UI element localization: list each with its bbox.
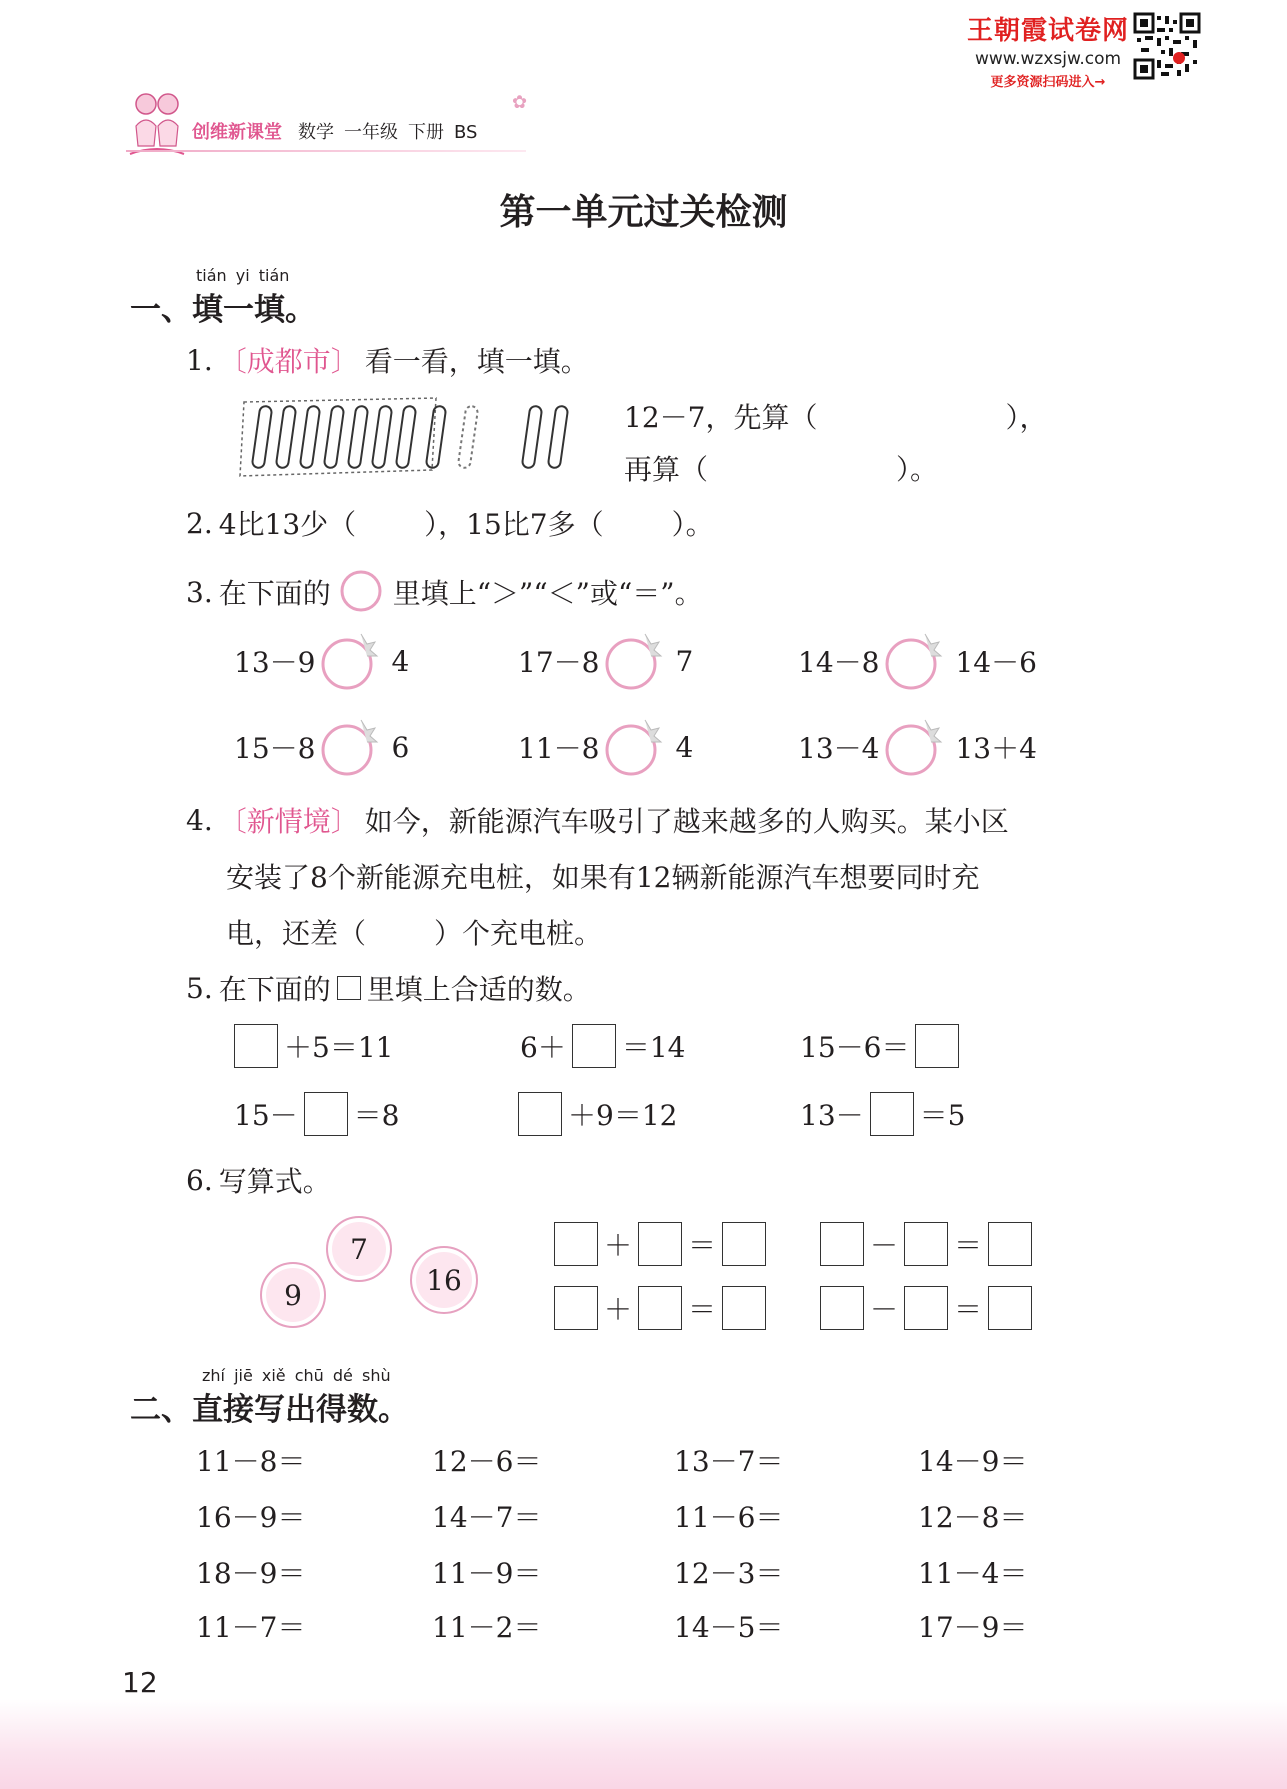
q5-eq-4 — [234, 1092, 399, 1136]
calc-item[interactable]: 11－8＝ — [196, 1445, 306, 1478]
answer-box[interactable] — [915, 1024, 959, 1068]
q6-text: 写算式。 — [218, 1165, 331, 1198]
q5-eq-text: 6＋ — [520, 1031, 566, 1064]
q3-left: 13－9 — [234, 646, 316, 679]
q3-item — [518, 636, 693, 686]
number-bubble: 9 — [260, 1262, 326, 1328]
q6-add-row-1 — [554, 1222, 766, 1266]
number-bubble: 16 — [410, 1246, 478, 1314]
q1-line1 — [624, 396, 1047, 436]
q6-add-row-2 — [554, 1286, 766, 1330]
q3-text-b: 里填上“＞”“＜”或“＝”。 — [392, 577, 703, 610]
q5-eq-text: 13－ — [800, 1099, 864, 1132]
equals-sign: ＝ — [688, 1293, 717, 1326]
calc-item[interactable]: 14－7＝ — [432, 1501, 542, 1534]
compare-circle-input[interactable] — [885, 636, 935, 686]
q3-item — [518, 722, 693, 772]
q2-part-b: ），15比7多（ — [424, 508, 604, 541]
answer-box[interactable] — [870, 1092, 914, 1136]
calc-item[interactable]: 14－5＝ — [674, 1611, 784, 1644]
flower-decoration-icon: ✿ — [512, 92, 528, 113]
answer-box[interactable] — [638, 1286, 682, 1330]
sticks-illustration — [236, 392, 596, 482]
q1-text: 看一看，填一填。 — [364, 345, 589, 378]
compare-circle-icon — [337, 567, 387, 617]
q5-eq-1 — [234, 1024, 393, 1068]
q5-eq-6 — [800, 1092, 965, 1136]
q3-right: 4 — [391, 644, 410, 678]
q6-number: 6. — [186, 1163, 213, 1197]
calc-item[interactable]: 13－7＝ — [674, 1445, 784, 1478]
q5-text-a: 在下面的 — [218, 973, 331, 1006]
answer-box[interactable] — [988, 1286, 1032, 1330]
q5-eq-text: ＋5＝11 — [284, 1031, 394, 1064]
q5-eq-2 — [520, 1024, 685, 1068]
number-bubble: 7 — [326, 1216, 392, 1282]
kids-logo-icon — [126, 86, 188, 158]
q1-line1-start: 12－7，先算（ — [624, 401, 818, 434]
q3-text-a: 在下面的 — [218, 577, 331, 610]
q4-text-3b: ）个充电桩。 — [434, 917, 603, 950]
calc-item[interactable]: 11－2＝ — [432, 1611, 542, 1644]
q4-line1 — [186, 800, 1009, 840]
q4-text-2: 安装了8个新能源充电桩，如果有12辆新能源汽车想要同时充 — [226, 861, 980, 894]
answer-box[interactable] — [820, 1286, 864, 1330]
q2-number: 2. — [186, 506, 213, 540]
equals-sign: ＝ — [954, 1229, 983, 1262]
answer-box[interactable] — [234, 1024, 278, 1068]
calc-item[interactable]: 12－8＝ — [918, 1501, 1028, 1534]
q1-heading — [186, 340, 589, 380]
calc-item[interactable]: 11－7＝ — [196, 1611, 306, 1644]
q3-number: 3. — [186, 575, 213, 609]
q3-right: 4 — [675, 730, 694, 764]
bottom-decoration — [0, 1699, 1287, 1789]
q3-item — [234, 636, 409, 686]
square-icon — [337, 976, 361, 1000]
q5-eq-5 — [518, 1092, 677, 1136]
answer-box[interactable] — [518, 1092, 562, 1136]
answer-box[interactable] — [722, 1286, 766, 1330]
q5-eq-text: 15－6＝ — [800, 1031, 910, 1064]
q3-left: 14－8 — [798, 646, 880, 679]
compare-circle-input[interactable] — [321, 636, 371, 686]
volume: 下册 — [408, 122, 444, 143]
section2-title: 二、直接写出得数。 — [130, 1392, 409, 1428]
q3-left: 13－4 — [798, 732, 880, 765]
q4-tag: 〔新情境〕 — [218, 805, 359, 838]
answer-box[interactable] — [638, 1222, 682, 1266]
q1-line1-end: ）， — [1005, 401, 1048, 434]
series-name: 创维新课堂 — [192, 122, 282, 143]
brand-name: 王朝霞试卷网 — [966, 16, 1129, 46]
edition: BS — [454, 122, 478, 143]
answer-box[interactable] — [904, 1286, 948, 1330]
q6-sub-row-2 — [820, 1286, 1032, 1330]
q4-text-1: 如今，新能源汽车吸引了越来越多的人购买。某小区 — [364, 805, 1009, 838]
calc-item[interactable]: 11－4＝ — [918, 1557, 1028, 1590]
page-number: 12 — [122, 1666, 158, 1699]
q4-line3 — [226, 912, 602, 952]
q1-number: 1. — [186, 343, 213, 377]
section2-pinyin: zhí jiē xiě chū dé shù — [202, 1366, 391, 1385]
plus-sign: ＋ — [604, 1229, 633, 1262]
q2-part-a: 4比13少（ — [218, 508, 357, 541]
answer-box[interactable] — [988, 1222, 1032, 1266]
brand-url[interactable]: www.wzxsjw.com — [974, 49, 1122, 69]
mental-math-grid — [196, 1440, 1096, 1670]
q3-right: 14－6 — [955, 646, 1037, 679]
equals-sign: ＝ — [688, 1229, 717, 1262]
q5-text-b: 里填上合适的数。 — [366, 973, 591, 1006]
q4-number: 4. — [186, 803, 213, 837]
calc-item[interactable]: 11－9＝ — [432, 1557, 542, 1590]
q4-line2 — [226, 856, 979, 896]
answer-box[interactable] — [820, 1222, 864, 1266]
q5-eq-text: 15－ — [234, 1099, 298, 1132]
q3-left: 11－8 — [518, 732, 600, 765]
minus-sign: － — [870, 1293, 899, 1326]
q5-eq-text: ＝5 — [919, 1099, 966, 1132]
answer-box[interactable] — [554, 1222, 598, 1266]
q3-right: 13＋4 — [955, 732, 1037, 765]
page-title: 第一单元过关检测 — [499, 192, 788, 233]
brand-block — [958, 10, 1138, 90]
compare-circle-input[interactable] — [321, 722, 371, 772]
q3-heading — [186, 567, 703, 617]
q2-line — [186, 503, 714, 543]
q3-left: 17－8 — [518, 646, 600, 679]
header-divider — [126, 150, 526, 152]
calc-item[interactable]: 12－6＝ — [432, 1445, 542, 1478]
calc-item[interactable]: 18－9＝ — [196, 1557, 306, 1590]
answer-box[interactable] — [904, 1222, 948, 1266]
answer-box[interactable] — [554, 1286, 598, 1330]
q1-line2-start: 再算（ — [624, 453, 709, 486]
calc-item[interactable]: 11－6＝ — [674, 1501, 784, 1534]
q5-eq-text: ＋9＝12 — [568, 1099, 678, 1132]
q3-item — [234, 722, 409, 772]
equals-sign: ＝ — [954, 1293, 983, 1326]
q1-line2 — [624, 448, 938, 488]
q5-eq-3 — [800, 1024, 959, 1068]
compare-circle-input[interactable] — [605, 636, 655, 686]
section1-title: 一、填一填。 — [130, 292, 316, 328]
calc-item[interactable]: 14－9＝ — [918, 1445, 1028, 1478]
header-line — [192, 118, 477, 144]
answer-box[interactable] — [572, 1024, 616, 1068]
subject: 数学 — [298, 122, 334, 143]
q2-part-c: ）。 — [671, 508, 714, 541]
compare-circle-input[interactable] — [885, 722, 935, 772]
compare-circle-input[interactable] — [605, 722, 655, 772]
q3-item — [798, 636, 1037, 686]
section1-pinyin: tián yi tián — [196, 266, 290, 285]
calc-item[interactable]: 12－3＝ — [674, 1557, 784, 1590]
answer-box[interactable] — [722, 1222, 766, 1266]
q6-sub-row-1 — [820, 1222, 1032, 1266]
minus-sign: － — [870, 1229, 899, 1262]
plus-sign: ＋ — [604, 1293, 633, 1326]
brand-slogan: 更多资源扫码进入→ — [990, 75, 1106, 90]
calc-item[interactable]: 16－9＝ — [196, 1501, 306, 1534]
answer-box[interactable] — [304, 1092, 348, 1136]
q3-right: 7 — [675, 644, 694, 678]
calc-item[interactable]: 17－9＝ — [918, 1611, 1028, 1644]
qr-code-icon[interactable] — [1133, 12, 1201, 80]
q5-heading — [186, 968, 591, 1008]
q3-item — [798, 722, 1037, 772]
q5-eq-text: ＝8 — [353, 1099, 400, 1132]
q5-eq-text: ＝14 — [621, 1031, 686, 1064]
q3-left: 15－8 — [234, 732, 316, 765]
q3-right: 6 — [391, 730, 410, 764]
grade: 一年级 — [344, 122, 398, 143]
q5-number: 5. — [186, 971, 213, 1005]
q4-text-3a: 电，还差（ — [226, 917, 367, 950]
q1-tag: 〔成都市〕 — [218, 345, 359, 378]
q1-line2-end: ）。 — [896, 453, 939, 486]
q6-heading — [186, 1160, 331, 1200]
